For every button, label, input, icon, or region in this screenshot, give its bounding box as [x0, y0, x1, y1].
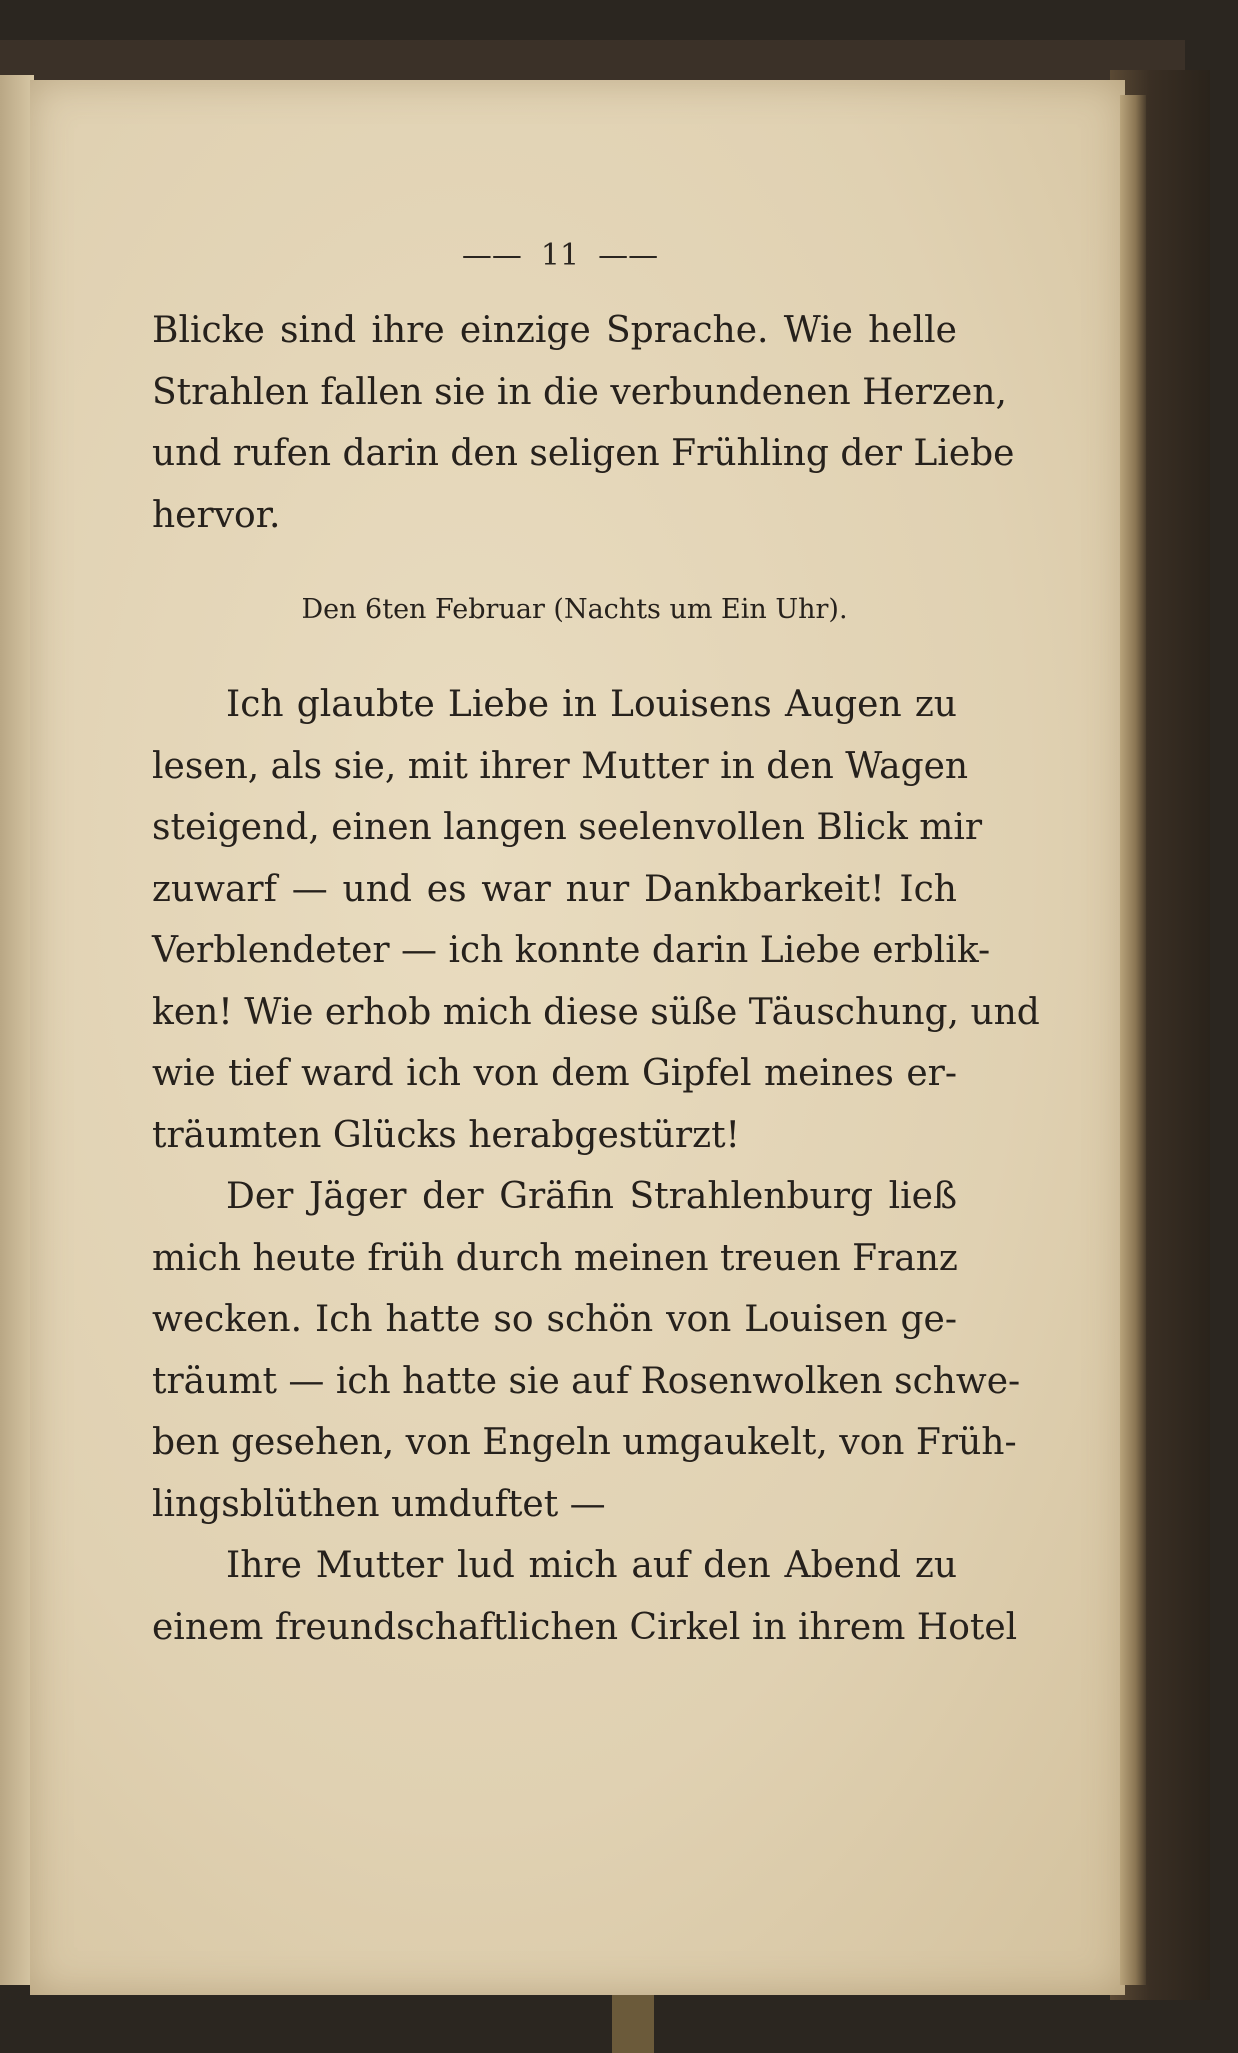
text-line: Verblendeter — ich konnte darin Liebe erblik- [152, 930, 991, 971]
text-line: Strahlen fallen sie in die verbundenen Herzen, [152, 371, 1007, 413]
text-line: zuwarf — und es war nur Dankbarkeit! Ich [152, 868, 957, 910]
text-line: einem freundschaftlichen Cirkel in ihrem Hotel [152, 1606, 1018, 1648]
book-cover-top [0, 40, 1185, 80]
text-line: Ich glaubte Liebe in Louisens Augen zu [226, 684, 957, 725]
text-line: steigend, einen langen seelenvollen Blick mir [152, 807, 983, 848]
text-line: Der Jäger der Gräfin Strahlenburg ließ [226, 1176, 957, 1217]
text-line: lingsblüthen umduftet — [152, 1483, 606, 1525]
bookmark-ribbon [612, 1995, 654, 2053]
text-line: ken! Wie erhob mich diese süße Täuschung, und [152, 991, 1040, 1033]
text-line: Ihre Mutter lud mich auf den Abend zu [226, 1545, 957, 1586]
text-line: lesen, als sie, mit ihrer Mutter in den Wagen [152, 745, 969, 787]
page-number-value: 11 [540, 238, 580, 273]
page-text [152, 300, 1040, 1658]
text-line: ben gesehen, von Engeln umgaukelt, von Früh- [152, 1422, 1017, 1463]
page-stack-edge [1120, 95, 1146, 1985]
text-line: wie tief ward ich von dem Gipfel meines er- [152, 1053, 957, 1094]
text-line: wecken. Ich hatte so schön von Louisen ge- [152, 1299, 957, 1340]
page-number: —— 11 —— [461, 238, 659, 273]
text-line: und rufen darin den seligen Frühling der Liebe [152, 433, 1015, 474]
text-line: Blicke sind ihre einzige Sprache. Wie helle [152, 310, 957, 351]
dateline: Den 6ten Februar (Nachts um Ein Uhr). [301, 594, 848, 625]
gutter [0, 75, 34, 1985]
text-line: träumt — ich hatte sie auf Rosenwolken schwe- [152, 1360, 1021, 1402]
text-line: hervor. [152, 494, 281, 536]
text-line: träumten Glücks herabgestürzt! [152, 1114, 741, 1156]
text-line: mich heute früh durch meinen treuen Franz [152, 1237, 958, 1279]
